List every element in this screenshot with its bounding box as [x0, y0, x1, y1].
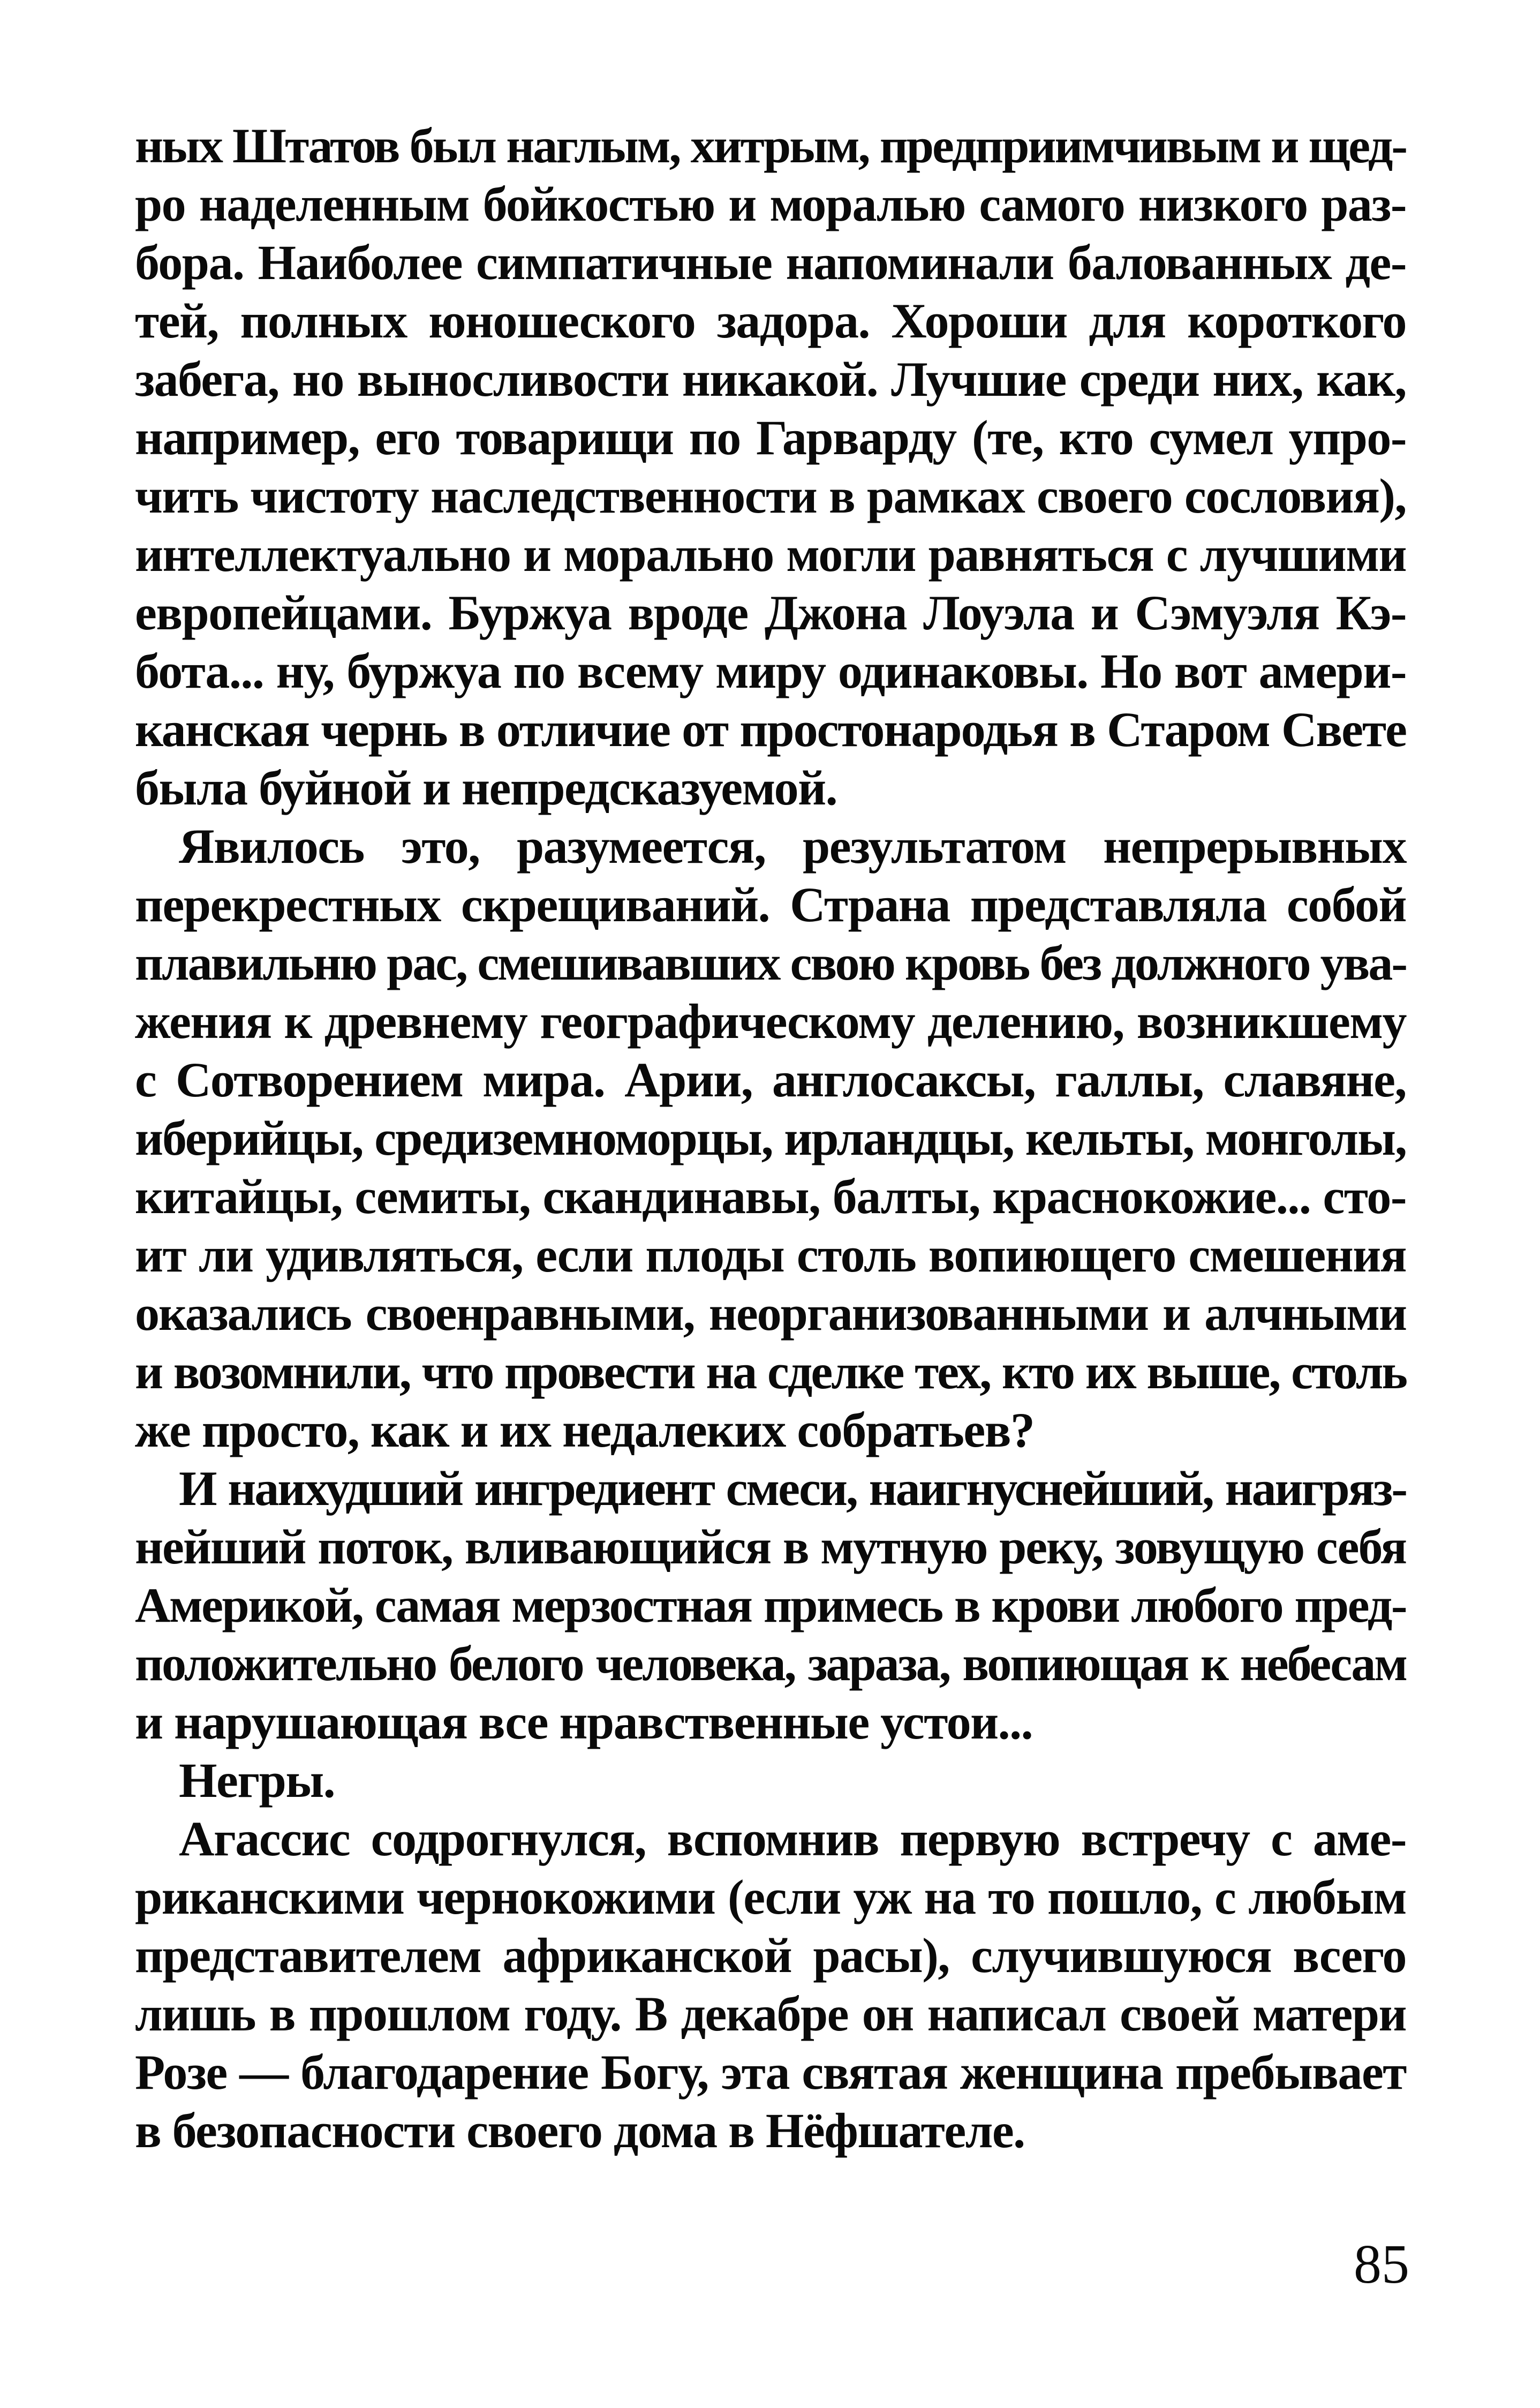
text-line-content: положительно белого человека, зараза, вопиющая к небесам [135, 1636, 1406, 1691]
text-line-content: была буйной и непредсказуемой. [135, 761, 837, 815]
text-line-content: Розе — благодарение Богу, эта святая женщина пребывает [135, 2045, 1406, 2100]
text-line [135, 1284, 1406, 1343]
text-line-content: Негры. [179, 1753, 335, 1808]
text-line-content: и возомнили, что провести на сделке тех, кто их выше, столь [135, 1344, 1406, 1399]
text-line [135, 1343, 1406, 1401]
text-line-content: же просто, как и их недалеких собратьев? [135, 1403, 1035, 1457]
text-line [135, 1109, 1406, 1168]
text-line-content: И наихудший ингредиент смеси, наигнуснейший, наигряз- [179, 1461, 1406, 1516]
text-line-content: лишь в прошлом году. В декабре он написал своей матери [135, 1986, 1406, 2041]
text-line [135, 2043, 1406, 2102]
text-line [135, 934, 1406, 992]
text-line-content: оказались своенравными, неорганизованными и алчными [135, 1286, 1406, 1341]
text-line-content: канская чернь в отличие от простонародья в Старом Свете [135, 702, 1406, 757]
text-line [135, 350, 1406, 409]
text-line [135, 234, 1406, 292]
text-line-content: ит ли удивляться, если плоды столь вопиющего смешения [135, 1228, 1406, 1282]
text-line [135, 1168, 1406, 1226]
text-line-content: нейший поток, вливающийся в мутную реку, зовущую себя [135, 1519, 1406, 1574]
paragraph [135, 1810, 1406, 2160]
paragraph [135, 117, 1406, 817]
text-line-content: чить чистоту наследственности в рамках своего сословия), [135, 469, 1406, 523]
text-line-content: европейцами. Буржуа вроде Джона Лоуэла и Сэмуэля Кэ- [135, 585, 1406, 640]
text-line [135, 1810, 1406, 1868]
text-line-content: например, его товарищи по Гарварду (те, кто сумел упро- [135, 410, 1406, 465]
text-line [135, 175, 1406, 234]
text-line-content: бора. Наиболее симпатичные напоминали балованных де- [135, 235, 1406, 290]
paragraph [135, 1751, 1406, 1810]
text-line [135, 117, 1406, 175]
text-line-content: в безопасности своего дома в Нёфшателе. [135, 2103, 1025, 2158]
text-line [135, 1226, 1406, 1284]
text-line-content: забега, но выносливости никакой. Лучшие среди них, как, [135, 352, 1406, 407]
page-number: 85 [1354, 2233, 1409, 2295]
text-line [135, 876, 1406, 934]
text-line [135, 467, 1406, 525]
text-line [135, 409, 1406, 467]
text-line-content: риканскими чернокожими (если уж на то пошло, с любым [135, 1870, 1406, 1924]
text-line [135, 1459, 1406, 1518]
text-line-content: Явилось это, разумеется, результатом непрерывных [179, 819, 1406, 874]
text-line-content: с Сотворением мира. Арии, англосаксы, галлы, славяне, [135, 1052, 1406, 1107]
paragraph [135, 817, 1406, 1459]
text-line [135, 2102, 1406, 2160]
text-line [135, 1518, 1406, 1576]
text-line [135, 1635, 1406, 1693]
text-line-content: тей, полных юношеского задора. Хороши для короткого [135, 294, 1406, 348]
text-line [135, 1576, 1406, 1635]
text-line-content: жения к древнему географическому делению, возникшему [135, 994, 1406, 1049]
text-line-content: интеллектуально и морально могли равняться с лучшими [135, 527, 1406, 582]
text-line-content: ных Штатов был наглым, хитрым, предприимчивым и щед- [135, 118, 1406, 173]
text-line [135, 1985, 1406, 2043]
text-line [135, 1927, 1406, 1985]
text-line-content: представителем африканской расы), случившуюся всего [135, 1928, 1406, 1983]
text-line-content: ро наделенным бойкостью и моралью самого низкого раз- [135, 177, 1406, 231]
text-line-content: китайцы, семиты, скандинавы, балты, краснокожие... сто- [135, 1169, 1406, 1224]
text-line [135, 525, 1406, 584]
text-line [135, 642, 1406, 701]
text-line [135, 1751, 1406, 1810]
text-line [135, 584, 1406, 642]
text-line-content: плавильню рас, смешивавших свою кровь без должного ува- [135, 936, 1406, 990]
text-line [135, 1401, 1406, 1459]
body-text [135, 117, 1406, 2160]
text-line-content: бота... ну, буржуа по всему миру одинаковы. Но вот амери- [135, 644, 1406, 698]
text-line [135, 759, 1406, 817]
paragraph [135, 1459, 1406, 1751]
text-line-content: Агассис содрогнулся, вспомнив первую встречу с аме- [179, 1811, 1406, 1866]
text-line-content: Америкой, самая мерзостная примесь в крови любого пред- [135, 1578, 1406, 1632]
text-line [135, 1868, 1406, 1927]
text-line [135, 1693, 1406, 1751]
text-line-content: и нарушающая все нравственные устои... [135, 1695, 1033, 1749]
text-line [135, 817, 1406, 876]
text-line-content: иберийцы, средиземноморцы, ирландцы, кельты, монголы, [135, 1111, 1406, 1165]
text-line [135, 1051, 1406, 1109]
text-line [135, 292, 1406, 350]
text-line-content: перекрестных скрещиваний. Страна представляла собой [135, 877, 1406, 932]
text-line [135, 701, 1406, 759]
text-line [135, 992, 1406, 1051]
